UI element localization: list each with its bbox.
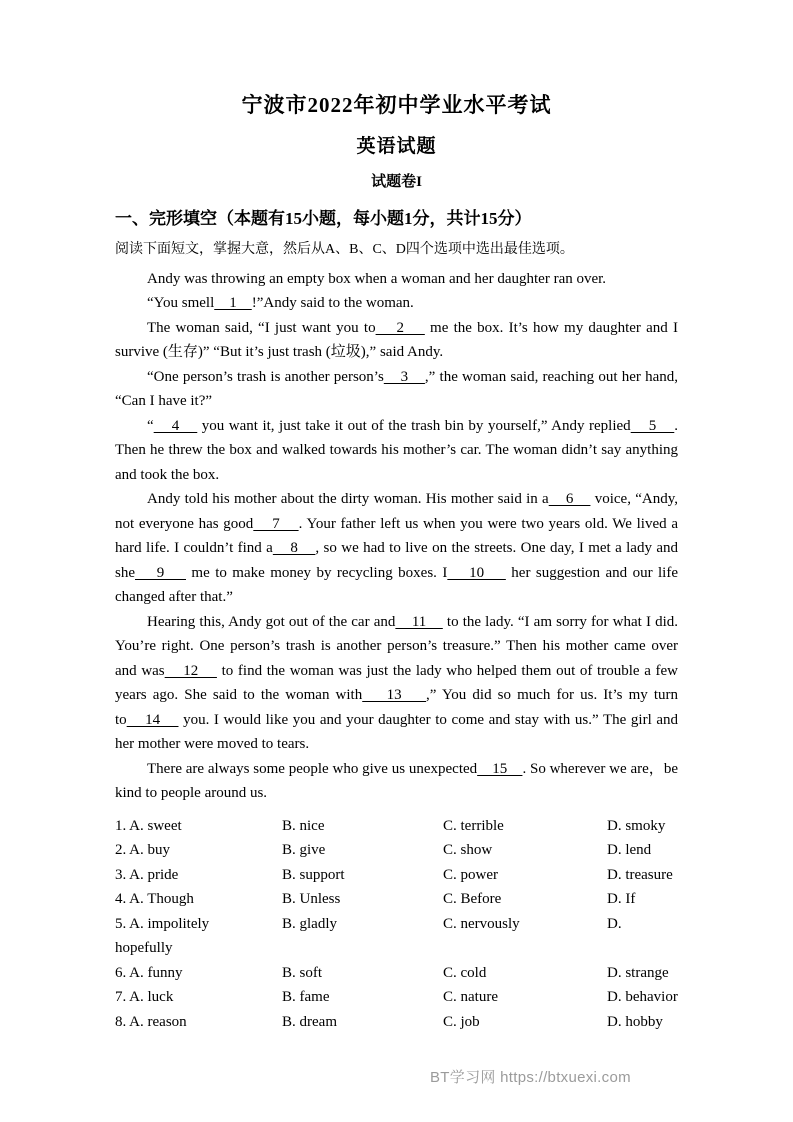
- option-b: B. Unless: [282, 891, 341, 908]
- cloze-blank-5: 5: [630, 417, 675, 434]
- option-d: D. strange: [607, 964, 669, 981]
- option-c: C. Before: [443, 891, 502, 908]
- cloze-passage: [115, 267, 678, 806]
- cloze-blank-7: 7: [253, 515, 299, 532]
- option-b: B. support: [282, 866, 345, 883]
- option-d: D. lend: [607, 842, 652, 859]
- option-c: C. terrible: [443, 817, 504, 834]
- question-row: [115, 838, 678, 863]
- option-d: D. behavior: [607, 989, 678, 1006]
- paper-label: 试题卷I: [371, 174, 422, 191]
- option-a: 1. A. sweet: [115, 817, 182, 834]
- cloze-blank-2: 2: [375, 319, 425, 336]
- passage-paragraph: Andy was throwing an empty box when a woman and her daughter ran over.: [147, 270, 607, 287]
- option-d: D. If: [607, 891, 636, 908]
- passage-paragraph: “One person’s trash is another person’s 3 ,” the woman said, reaching out her hand, “Can I have it?”: [115, 368, 679, 410]
- watermark-footer: BT学习网 https://btxuexi.com: [430, 1069, 631, 1086]
- cloze-blank-11: 11: [395, 613, 443, 630]
- option-a: 5. A. impolitely: [115, 915, 210, 932]
- option-d: D. treasure: [607, 866, 673, 883]
- question-row: [115, 863, 678, 888]
- option-d: D. smoky: [607, 817, 666, 834]
- question-row: [115, 814, 678, 839]
- option-d: D. hobby: [607, 1013, 663, 1030]
- cloze-blank-8: 8: [272, 540, 316, 557]
- passage-paragraph: “ 4 you want it, just take it out of the trash bin by yourself,” Andy replied 5 . Then he threw the box and walked towards his mother’s car. The woman didn’t say anything and took the box.: [115, 417, 679, 483]
- option-b: B. give: [282, 842, 326, 859]
- option-a: 4. A. Though: [115, 891, 194, 908]
- option-c: C. nervously: [443, 915, 520, 932]
- question-options: [115, 814, 678, 1035]
- question-row: [115, 1010, 678, 1035]
- cloze-blank-4: 4: [153, 417, 198, 434]
- cloze-blank-3: 3: [383, 368, 425, 385]
- cloze-blank-15: 15: [477, 760, 523, 777]
- option-b: B. soft: [282, 964, 323, 981]
- cloze-blank-9: 9: [135, 564, 186, 581]
- option-a: 3. A. pride: [115, 866, 179, 883]
- cloze-blank-10: 10: [447, 564, 506, 581]
- passage-paragraph: “You smell 1 !”Andy said to the woman.: [147, 295, 414, 312]
- question-row: [115, 887, 678, 912]
- cloze-blank-12: 12: [164, 662, 217, 679]
- exam-subtitle: 英语试题: [356, 136, 437, 158]
- option-a: 2. A. buy: [115, 842, 171, 859]
- question-row: [115, 961, 678, 986]
- cloze-blank-1: 1: [214, 295, 252, 312]
- cloze-blank-6: 6: [548, 491, 591, 508]
- section-heading: 一、完形填空（本题有15小题，每小题1分，共计15分）: [115, 208, 532, 228]
- option-c: C. job: [443, 1013, 480, 1030]
- option-c: C. show: [443, 842, 493, 859]
- passage-paragraph: There are always some people who give us unexpected 15 . So wherever we are，be kind to people around us.: [115, 760, 678, 802]
- question-row: [115, 985, 678, 1010]
- passage-paragraph: The woman said, “I just want you to 2 me the box. It’s how my daughter and I survive (生存)” “But it’s just trash (垃圾),” said Andy.: [115, 319, 678, 361]
- question-row: [115, 912, 678, 937]
- option-c: C. cold: [443, 964, 487, 981]
- cloze-blank-13: 13: [362, 687, 427, 704]
- option-a: 8. A. reason: [115, 1013, 187, 1030]
- option-a: 7. A. luck: [115, 989, 174, 1006]
- option-b: B. nice: [282, 817, 325, 834]
- passage-paragraph: Hearing this, Andy got out of the car and 11 to the lady. “I am sorry for what I did. You’re right. One person’s trash is another person’s treasure.” Then his mother came over and was 12 to find the woman was just the lady who helped them out of trouble a few years ago. She said to the woman with 13 ,” You did so much for us. It’s my turn to 14 you. I would like you and your daughter to come and stay with us.” The girl and her mother were moved to tears.: [115, 613, 679, 753]
- option-d: D.: [607, 915, 622, 932]
- option-b: B. dream: [282, 1013, 337, 1030]
- option-a: 6. A. funny: [115, 964, 183, 981]
- option-b: B. gladly: [282, 915, 337, 932]
- option-c: C. nature: [443, 989, 498, 1006]
- exam-title: 宁波市2022年初中学业水平考试: [241, 93, 552, 117]
- option-b: B. fame: [282, 989, 330, 1006]
- option-d-overflow: hopefully: [115, 940, 173, 957]
- option-c: C. power: [443, 866, 498, 883]
- passage-paragraph: Andy told his mother about the dirty woman. His mother said in a 6 voice, “Andy, not everyone has good 7 . Your father left us when you were two years old. We lived a hard life. I couldn’t find a 8 , so we had to live on the streets. One day, I met a lady and she 9 me to make money by recycling boxes. I 10 her suggestion and our life changed after that.”: [115, 491, 678, 606]
- instructions: 阅读下面短文，掌握大意，然后从A、B、C、D四个选项中选出最佳选项。: [115, 241, 574, 257]
- cloze-blank-14: 14: [126, 711, 179, 728]
